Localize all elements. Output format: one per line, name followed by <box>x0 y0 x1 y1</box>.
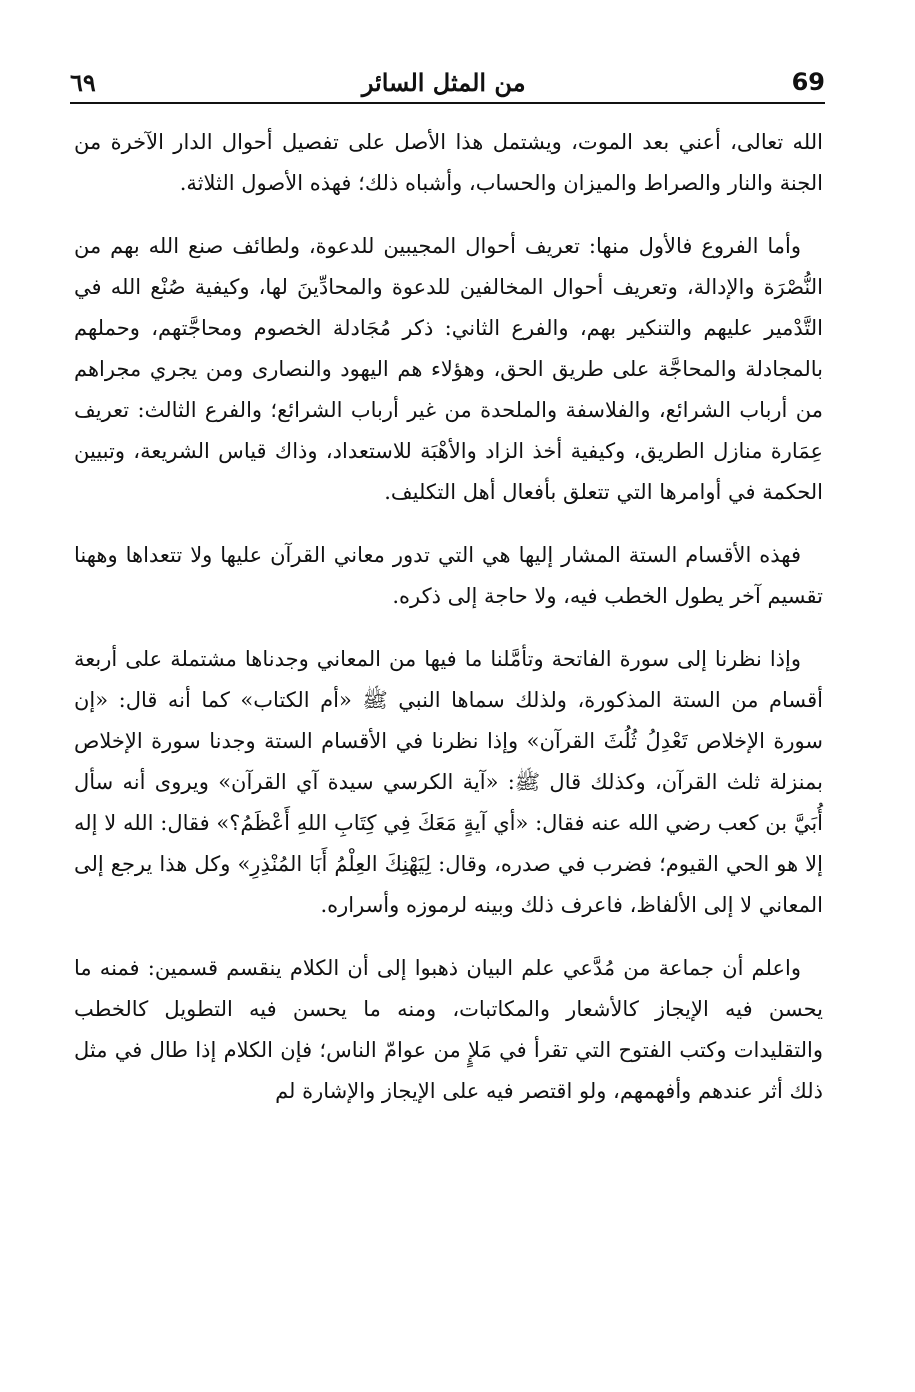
paragraph: الله تعالى، أعني بعد الموت، ويشتمل هذا الأصل على تفصيل أحوال الدار الآخرة من الجنة والنار والصراط والميزان والحساب، وأشباه ذلك؛ فهذه الأصول الثلاثة. <box>74 130 823 195</box>
paragraph: فهذه الأقسام الستة المشار إليها هي التي تدور معاني القرآن عليها ولا تتعداها وههنا تقسيم آخر يطول الخطب فيه، ولا حاجة إلى ذكره. <box>74 543 823 608</box>
page-number-arabic: ٦٩ <box>70 67 96 97</box>
page-header <box>70 62 825 104</box>
paragraph: وأما الفروع فالأول منها: تعريف أحوال المجيبين للدعوة، ولطائف صنع الله بهم من النُّصْرَة والإدالة، وتعريف أحوال المخالفين للدعوة والمحادِّينَ لها، وكيفية صُنْع الله في التَّدْمير عليهم والتنكير بهم، والفرع الثاني: ذكر مُجَادلة الخصوم ومحاجَّتهم، وحملهم بالمجادلة والمحاجَّة على طريق الحق، وهؤلاء هم اليهود والنصارى ومن يجري مجراهم من أرباب الشرائع، والفلاسفة والملحدة من غير أرباب الشرائع؛ والفرع الثالث: تعريف عِمَارة منازل الطريق، وكيفية أخذ الزاد والأهْبَة للاستعداد، وذاك قياس الشريعة، وتبيين الحكمة في أوامرها التي تتعلق بأفعال أهل التكليف. <box>74 234 823 504</box>
paragraph: واعلم أن جماعة من مُدَّعي علم البيان ذهبوا إلى أن الكلام ينقسم قسمين: فمنه ما يحسن فيه الإيجاز كالأشعار والمكاتبات، ومنه ما يحسن فيه التطويل كالخطب والتقليدات وكتب الفتوح التي تقرأ في مَلإٍ من عوامّ الناس؛ فإن الكلام إذا طال في مثل ذلك أثر عندهم وأفهمهم، ولو اقتصر فيه على الإيجاز والإشارة لم <box>74 956 823 1103</box>
paragraph: وإذا نظرنا إلى سورة الفاتحة وتأمَّلنا ما فيها من المعاني وجدناها مشتملة على أربعة أقسام من الستة المذكورة، ولذلك سماها النبي ﷺ «أم الكتاب» كما أنه قال: «إن سورة الإخلاص تَعْدِلُ ثُلُثَ القرآن» وإذا نظرنا في الأقسام الستة وجدنا سورة الإخلاص بمنزلة ثلث القرآن، وكذلك قال ﷺ: «آية الكرسي سيدة آي القرآن» ويروى أنه سأل أُبَيَّ بن كعب رضي الله عنه فقال: «أي آيةٍ مَعَكَ فِي كِتَابِ اللهِ أَعْظَمُ؟» فقال: الله لا إله إلا هو الحي القيوم؛ فضرب في صدره، وقال: لِيَهْنِكَ العِلْمُ أَبَا المُنْذِرِ» وكل هذا يرجع إلى المعاني لا إلى الألفاظ، فاعرف ذلك وبينه لرموزه وأسراره. <box>74 647 823 917</box>
page-body <box>74 122 823 1134</box>
page-number-latin: 69 <box>791 68 825 96</box>
running-title: من المثل السائر <box>361 67 526 97</box>
